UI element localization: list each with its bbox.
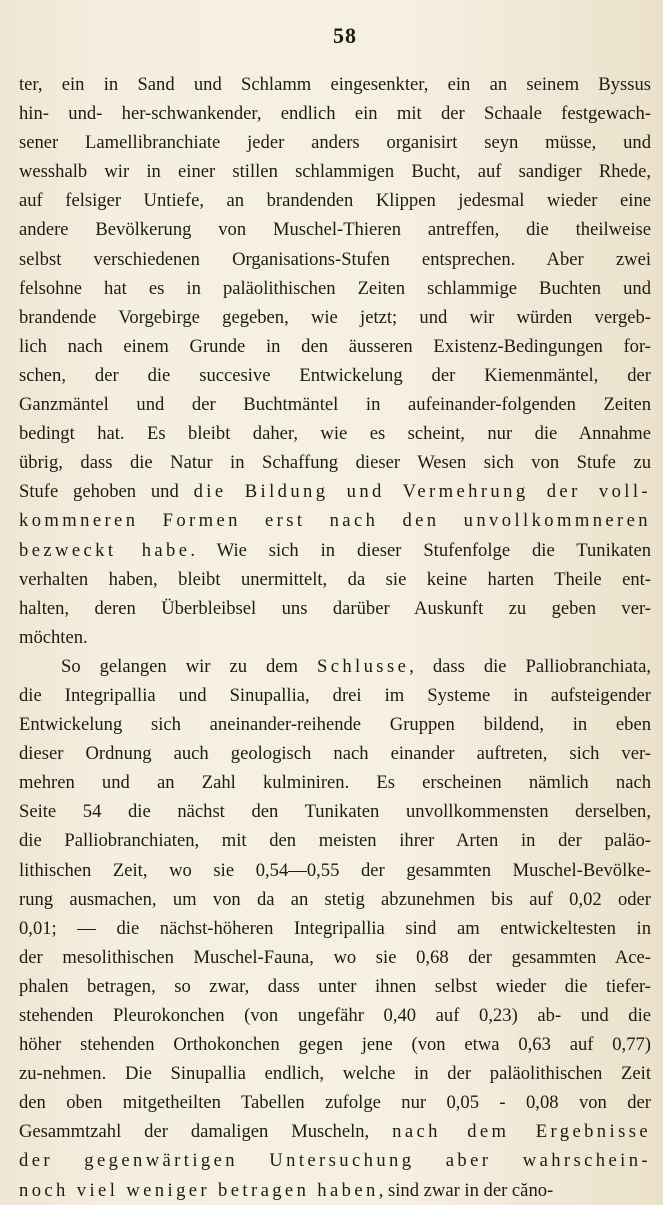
text-line: [19, 826, 651, 855]
text-run: 0,01; — die nächst-höheren Integripallia sind am entwickeltesten in: [19, 917, 651, 939]
text-run: So gelangen wir zu dem: [61, 655, 317, 677]
spaced-emphasis: die Bildung und Vermehrung der voll-: [193, 481, 651, 503]
text-run: der mesolithischen Muschel-Fauna, wo sie 0,68 der gesammten Ace-: [19, 946, 651, 968]
text-run: die Integripallia und Sinupallia, drei im Systeme in aufsteigender: [19, 684, 651, 706]
text-run: halten, deren Überbleibsel uns darüber Auskunft zu geben ver-: [19, 597, 651, 619]
text-run: selbst verschiedenen Organisations-Stufen entsprechen. Aber zwei: [19, 248, 651, 270]
text-run: möchten.: [19, 626, 88, 648]
text-line: [19, 1117, 651, 1146]
spaced-emphasis: Schlusse: [316, 655, 410, 677]
text-run: zu-nehmen. Die Sinupallia endlich, welche in der paläolithischen Zeit: [19, 1063, 651, 1085]
text-run: brandende Vorgebirge gegeben, wie jetzt; und wir würden vergeb-: [19, 306, 651, 328]
text-line: [19, 565, 651, 594]
text-line: [19, 1176, 651, 1205]
text-run: wesshalb wir in einer stillen schlammigen Bucht, auf sandiger Rhede,: [19, 161, 651, 183]
text-line: [19, 1001, 651, 1030]
text-run: felsohne hat es in paläolithischen Zeiten schlammige Buchten und: [19, 277, 651, 299]
text-run: rung ausmachen, um von da an stetig abzunehmen bis auf 0,02 oder: [19, 888, 651, 910]
text-line: [19, 215, 651, 244]
text-line: [19, 332, 651, 361]
text-line: [19, 681, 651, 710]
text-line: [19, 943, 651, 972]
text-line: [19, 303, 651, 332]
text-line: [19, 477, 651, 506]
text-run: stehenden Pleurokonchen (von ungefähr 0,40 auf 0,23) ab- und die: [19, 1005, 651, 1026]
text-line: [19, 390, 651, 419]
text-run: . Wie sich in dieser Stufenfolge die Tunikaten: [190, 539, 651, 561]
text-run: , dass die Palliobranchiata,: [409, 655, 651, 677]
text-run: Entwickelung sich aneinander-reihende Gruppen bildend, in eben: [19, 714, 651, 736]
text-run: andere Bevölkerung von Muschel-Thieren antreffen, die theilweise: [19, 219, 651, 241]
text-run: bedingt hat. Es bleibt daher, wie es scheint, nur die Annahme: [19, 423, 651, 445]
text-run: ter, ein in Sand und Schlamm eingesenkter, ein an seinem Byssus: [19, 74, 651, 95]
text-run: Seite 54 die nächst den Tunikaten unvollkommensten derselben,: [19, 801, 651, 823]
text-run: sener Lamellibranchiate jeder anders organisirt seyn müsse, und: [19, 132, 651, 154]
text-line: [19, 652, 651, 681]
text-run: , sind zwar in der căno-: [378, 1179, 554, 1201]
text-run: die Palliobranchiaten, mit den meisten ihrer Arten in der paläo-: [19, 830, 651, 852]
text-line: [19, 128, 651, 157]
text-run: mehren und an Zahl kulminiren. Es erscheinen nämlich nach: [19, 772, 651, 794]
text-line: [19, 1146, 651, 1175]
text-run: schen, der die succesive Entwickelung der Kiemenmäntel, der: [19, 364, 651, 386]
spaced-emphasis: nach dem Ergebnisse: [392, 1121, 651, 1143]
text-run: phalen betragen, so zwar, dass unter ihnen selbst wieder die tiefer-: [19, 975, 651, 997]
text-line: [19, 797, 651, 826]
text-line: [19, 1088, 651, 1117]
text-line: [19, 914, 651, 943]
text-line: [19, 186, 651, 215]
text-line: [19, 274, 651, 303]
spaced-emphasis: noch viel weniger betragen haben: [19, 1179, 379, 1201]
text-run: übrig, dass die Natur in Schaffung dieser Wesen sich von Stufe zu: [19, 452, 651, 474]
text-run: lich nach einem Grunde in den äusseren Existenz-Bedingungen for-: [19, 335, 651, 357]
text-line: [19, 70, 651, 99]
text-line: [19, 506, 651, 535]
text-run: Ganzmäntel und der Buchtmäntel in aufeinander-folgenden Zeiten: [19, 394, 651, 416]
text-line: [19, 99, 651, 128]
text-line: [19, 623, 651, 652]
text-line: [19, 536, 651, 565]
text-run: auf felsiger Untiefe, an brandenden Klippen jedesmal wieder eine: [19, 190, 651, 212]
text-line: [19, 972, 651, 1001]
page-number: 58: [333, 23, 357, 48]
text-run: dieser Ordnung auch geologisch nach einander auftreten, sich ver-: [19, 743, 651, 765]
body-text: [19, 70, 651, 1205]
text-line: [19, 885, 651, 914]
text-run: Stufe gehoben und: [19, 481, 194, 503]
text-line: [19, 739, 651, 768]
text-line: [19, 1059, 651, 1088]
text-line: [19, 1030, 651, 1059]
text-line: [19, 157, 651, 186]
text-run: den oben mitgetheilten Tabellen zufolge nur 0,05 - 0,08 von der: [19, 1092, 651, 1114]
text-run: höher stehenden Orthokonchen gegen jene (von etwa 0,63 auf 0,77): [19, 1034, 651, 1056]
text-line: [19, 856, 651, 885]
spaced-emphasis: bezweckt habe: [19, 539, 191, 561]
text-line: [19, 448, 651, 477]
text-line: [19, 419, 651, 448]
text-run: verhalten haben, bleibt unermittelt, da sie keine harten Theile ent-: [19, 568, 651, 590]
text-run: hin- und- her-schwankender, endlich ein mit der Schaale festgewach-: [19, 103, 651, 125]
text-line: [19, 594, 651, 623]
spaced-emphasis: der gegenwärtigen Untersuchung aber wahrschein-: [19, 1150, 651, 1172]
text-line: [19, 245, 651, 274]
spaced-emphasis: kommneren Formen erst nach den unvollkommneren: [19, 510, 651, 532]
text-line: [19, 768, 651, 797]
text-line: [19, 710, 651, 739]
text-run: Gesammtzahl der damaligen Muscheln,: [19, 1121, 393, 1143]
text-line: [19, 361, 651, 390]
text-run: lithischen Zeit, wo sie 0,54—0,55 der gesammten Muschel-Bevölke-: [19, 859, 651, 881]
